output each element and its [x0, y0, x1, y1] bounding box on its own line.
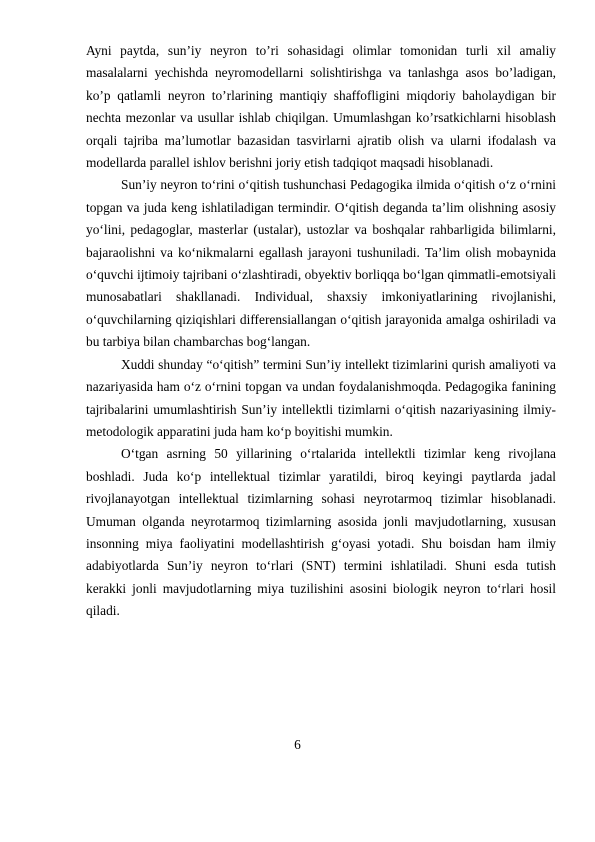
body-text [86, 40, 556, 623]
page-number: 6 [294, 737, 301, 752]
paragraph-4: O‘tgan asrning 50 yillarining o‘rtalarida intellektli tizimlar keng rivojlana boshladi. Juda ko‘p intellektual tizimlar yaratildi, biroq keyingi paytlarda jadal rivojlanayotgan intellektual tizimlarning sohasi neyrotarmoq tizimlar hisoblanadi. Umuman olganda neyrotarmoq tizimlarning asosida jonli mavjudotlarning, xususan insonning miya faoliyatini modellashtirish g‘oyasi yotadi. Shu boisdan ham ilmiy adabiyotlarda Sun’iy neyron to‘rlari (SNT) termini ishlatiladi. Shuni esda tutish kerakki jonli mavjudotlarning miya tuzilishini asosini biologik neyron to‘rlari hosil qiladi. [86, 446, 556, 619]
paragraph-3: Xuddi shunday “o‘qitish” termini Sun’iy intellekt tizimlarini qurish amaliyoti va nazariyasida ham o‘z o‘rnini topgan va undan foydalanishmoqda. Pedagogika fanining tajribalarini umumlashtirish Sun’iy intellektli tizimlarni o‘qitish nazariyasining ilmiy-metodologik apparatini juda ham ko‘p boyitishi mumkin. [86, 356, 556, 439]
paragraph-2: Sun’iy neyron to‘rini o‘qitish tushunchasi Pedagogika ilmida o‘qitish o‘z o‘rnini topgan va juda keng ishlatiladigan termindir. O‘qitish deganda ta’lim olishning asosiy yo‘lini, pedagoglar, masterlar (ustalar), ustozlar va boshqalar rahbarligida bilimlarni, bajaraolishni va ko‘nikmalarni egallash jarayoni tushuniladi. Ta’lim olish mobaynida o‘quvchi ijtimoiy tajribani o‘zlashtiradi, obyektiv borliqqa bo‘lgan qimmatli-emotsiyali munosabatlari shakllanadi. Individual, shaxsiy imkoniyatlarining rivojlanishi, o‘quvchilarning qiziqishlari differensiallangan o‘qitish jarayonida amalga oshiriladi va bu tarbiya bilan chambarchas bog‘langan. [86, 177, 556, 350]
paragraph-1: Ayni paytda, sun’iy neyron to’ri sohasidagi olimlar tomonidan turli xil amaliy masalalarni yechishda neyromodellarni solishtirishga va tanlashga asos bo’ladigan, ko’p qatlamli neyron to’rlarining mantiqiy shaffofligini miqdoriy baholaydigan bir nechta mezonlar va usullar ishlab chiqilgan. Umumlashgan ko’rsatkichlarni hisoblash orqali tajriba ma’lumotlar bazasidan tasvirlarni ajratib olish va ularni ifodalash va modellarda parallel ishlov berishni joriy etish tadqiqot maqsadi hisoblanadi. [86, 43, 556, 171]
